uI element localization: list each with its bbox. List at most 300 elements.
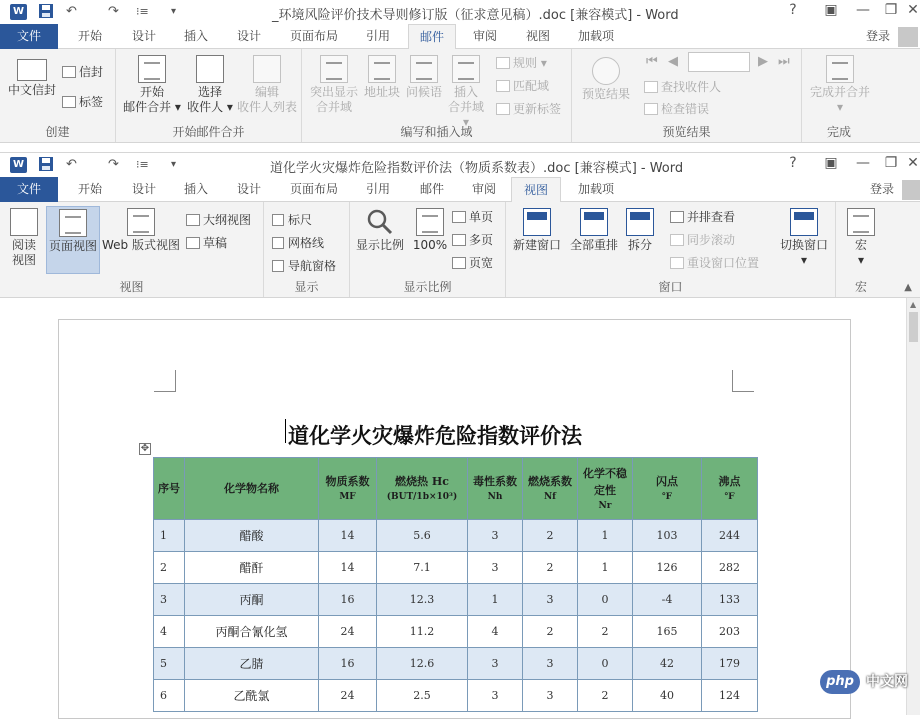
table-cell[interactable]: 14 — [319, 520, 377, 552]
table-cell[interactable]: 3 — [523, 648, 578, 680]
reset-position-icon — [670, 257, 684, 269]
tab-design[interactable]: 设计 — [131, 29, 156, 43]
labels-icon — [62, 96, 76, 108]
column-header-label: 物质系数 — [325, 475, 370, 488]
column-header[interactable] — [154, 458, 185, 520]
table-cell[interactable]: 醋酐 — [185, 552, 319, 584]
help-icon[interactable]: ? — [789, 155, 797, 171]
table-cell[interactable]: 0 — [578, 648, 633, 680]
next-record-icon[interactable]: ▶ — [758, 54, 768, 69]
table-cell[interactable]: 乙腈 — [185, 648, 319, 680]
text-cursor — [285, 419, 286, 443]
column-header-label: 燃烧热 Hc — [395, 475, 449, 488]
table-cell[interactable]: 丙酮合氰化氢 — [185, 616, 319, 648]
table-cell[interactable]: 1 — [578, 552, 633, 584]
php-logo: php — [820, 670, 860, 694]
reset-position-label: 重设窗口位置 — [687, 256, 760, 270]
document-title[interactable]: 道化学火灾爆炸危险指数评价法 — [288, 423, 582, 448]
table-cell[interactable]: 7.1 — [377, 552, 468, 584]
insert-field-icon — [452, 55, 480, 83]
gridlines-checkbox[interactable] — [272, 234, 324, 252]
table-row[interactable] — [154, 552, 758, 584]
mail-merge-icon — [138, 55, 166, 83]
table-cell[interactable]: 3 — [468, 680, 523, 712]
group-write-insert — [302, 49, 572, 142]
magnifier-icon — [366, 208, 394, 236]
table-cell[interactable]: 0 — [578, 584, 633, 616]
restore-icon[interactable]: ❐ — [884, 2, 898, 18]
table-cell[interactable]: 126 — [633, 552, 702, 584]
tab-view[interactable]: 视图 — [525, 29, 550, 43]
table-cell[interactable]: 179 — [702, 648, 758, 680]
group-views — [0, 202, 264, 297]
tab-design-2[interactable]: 设计 — [236, 182, 261, 196]
zoom-100-label: 100% — [412, 238, 448, 252]
switch-windows-icon — [790, 208, 818, 236]
preview-abc-icon — [592, 57, 620, 85]
close-icon[interactable]: ✕ — [907, 2, 919, 18]
page-width-button[interactable] — [452, 254, 493, 272]
insert-field-label-2: 合并域 — [447, 100, 484, 114]
column-header[interactable] — [702, 458, 758, 520]
macros-icon — [847, 208, 875, 236]
column-header-label: 化学物名称 — [224, 482, 279, 495]
finish-merge-button[interactable]: 完成并合并 ▾ — [804, 55, 876, 115]
gridlines-check-box[interactable] — [272, 237, 284, 249]
scroll-up-icon[interactable]: ▲ — [910, 300, 917, 309]
select-recipients-label-1: 选择 — [197, 85, 222, 99]
word-app-icon[interactable]: W — [10, 4, 27, 20]
table-cell[interactable]: 203 — [702, 616, 758, 648]
table-header-row — [154, 458, 758, 520]
help-icon[interactable]: ? — [789, 2, 797, 18]
table-cell[interactable]: 5.6 — [377, 520, 468, 552]
edit-list-label-1: 编辑 — [254, 85, 279, 99]
start-mail-merge-button[interactable]: 开始 邮件合并 ▾ — [120, 55, 184, 115]
login-link[interactable]: 登录 — [866, 29, 891, 43]
zoom-button[interactable] — [352, 208, 408, 253]
sync-scroll-icon — [670, 234, 684, 246]
table-cell[interactable]: 2 — [523, 552, 578, 584]
web-layout-button[interactable] — [100, 208, 182, 253]
group-finish — [802, 49, 876, 142]
tab-references[interactable]: 引用 — [365, 182, 390, 196]
draft-button[interactable] — [186, 234, 227, 252]
collapse-ribbon-icon[interactable]: ▲ — [904, 282, 912, 293]
check-errors-icon — [644, 103, 658, 115]
macros-button[interactable]: 宏 ▾ — [842, 208, 880, 268]
outline-label: 大纲视图 — [203, 213, 252, 227]
table-cell[interactable]: 6 — [154, 680, 185, 712]
tab-addins[interactable]: 加载项 — [577, 182, 614, 196]
select-recipients-label-2: 收件人 — [187, 100, 224, 114]
edit-list-icon — [253, 55, 281, 83]
find-recipient-label: 查找收件人 — [661, 80, 722, 94]
rules-button[interactable]: 规则 ▾ — [496, 54, 547, 72]
zoom-100-icon — [416, 208, 444, 236]
ribbon-tab-bar — [0, 177, 920, 202]
rules-icon — [496, 57, 510, 69]
greeting-line-button[interactable] — [404, 55, 444, 100]
last-record-icon[interactable]: ⏭ — [778, 54, 790, 69]
envelope-icon — [17, 59, 47, 81]
side-by-side-label: 并排查看 — [687, 210, 736, 224]
table-cell[interactable]: 11.2 — [377, 616, 468, 648]
column-header[interactable] — [633, 458, 702, 520]
avatar[interactable] — [902, 180, 920, 200]
switch-windows-button[interactable]: 切换窗口 ▾ — [774, 208, 834, 268]
table-cell[interactable]: 24 — [319, 616, 377, 648]
watermark-text: 中文网 — [866, 674, 908, 690]
synchronous-scrolling-button[interactable] — [670, 231, 735, 249]
table-cell[interactable]: 16 — [319, 584, 377, 616]
arrange-all-icon — [580, 208, 608, 236]
zoom-label: 显示比例 — [355, 238, 404, 252]
column-header-label: 燃烧系数 — [528, 475, 572, 488]
insert-field-label-1: 插入 — [453, 85, 478, 99]
multiple-pages-icon — [452, 234, 466, 246]
tab-home[interactable]: 开始 — [77, 29, 102, 43]
table-cell[interactable]: 2 — [578, 616, 633, 648]
ruler-checkbox[interactable] — [272, 211, 312, 229]
table-cell[interactable]: 4 — [468, 616, 523, 648]
switch-windows-label: 切换窗口 — [779, 238, 828, 252]
table-cell[interactable]: 165 — [633, 616, 702, 648]
table-cell[interactable]: 2 — [523, 616, 578, 648]
column-header-unit: ℉ — [724, 492, 735, 502]
greeting-line-label: 问候语 — [405, 85, 442, 99]
group-preview — [572, 49, 802, 142]
column-header-unit: MF — [339, 492, 356, 502]
column-header[interactable] — [377, 458, 468, 520]
column-header-label: 序号 — [158, 482, 180, 495]
ribbon-tab-bar — [0, 24, 920, 49]
table-cell[interactable]: 3 — [468, 648, 523, 680]
match-fields-button[interactable] — [496, 77, 549, 95]
ruler-check-box[interactable] — [272, 214, 284, 226]
read-mode-button[interactable] — [4, 208, 44, 268]
column-header[interactable] — [578, 458, 633, 520]
prev-record-icon[interactable]: ◀ — [668, 54, 678, 69]
avatar[interactable] — [898, 27, 918, 47]
minimize-icon[interactable]: — — [856, 2, 870, 18]
column-header-label: 毒性系数 — [473, 475, 517, 488]
table-cell[interactable]: 3 — [468, 552, 523, 584]
word-app-icon[interactable]: W — [10, 157, 27, 173]
gridlines-label: 网格线 — [288, 236, 325, 250]
find-recipient-icon — [644, 81, 658, 93]
column-header-unit: Nh — [487, 492, 503, 502]
print-layout-button[interactable] — [46, 206, 100, 274]
side-by-side-icon — [670, 211, 684, 223]
highlight-label-2: 合并域 — [315, 100, 352, 114]
tab-mailings[interactable]: 邮件 — [408, 24, 456, 50]
tab-addins[interactable]: 加载项 — [577, 29, 614, 43]
envelopes-button[interactable] — [62, 63, 103, 81]
table-cell[interactable]: 醋酸 — [185, 520, 319, 552]
save-icon[interactable] — [38, 156, 54, 174]
table-cell[interactable]: 3 — [154, 584, 185, 616]
close-icon[interactable]: ✕ — [907, 155, 919, 171]
window-title: _环境风险评价技术导则修订版（征求意见稿）.doc [兼容模式] - Word — [272, 8, 679, 23]
group-show — [264, 202, 350, 297]
table-cell[interactable]: 2.5 — [377, 680, 468, 712]
customize-qat-icon[interactable]: ▾ — [171, 159, 177, 170]
web-layout-icon — [127, 208, 155, 236]
table-cell[interactable]: 3 — [523, 584, 578, 616]
table-cell[interactable]: 3 — [468, 520, 523, 552]
table-row[interactable] — [154, 584, 758, 616]
ribbon-display-icon[interactable]: ▣ — [824, 2, 838, 18]
new-window-button[interactable] — [508, 208, 566, 253]
labels-label: 标签 — [79, 95, 104, 109]
start-merge-label-2: 邮件合并 — [123, 100, 172, 114]
table-cell[interactable]: 2 — [578, 680, 633, 712]
web-layout-label: Web 版式视图 — [102, 238, 180, 252]
greeting-line-icon — [410, 55, 438, 83]
column-header-label: 化学不稳定性 — [583, 466, 627, 497]
group-label-finish: 完成 — [826, 125, 851, 139]
edit-list-label-2: 收件人列表 — [236, 100, 297, 114]
draft-label: 草稿 — [203, 236, 228, 250]
multiple-pages-button[interactable] — [452, 231, 493, 249]
zoom-100-button[interactable] — [410, 208, 450, 253]
table-cell[interactable]: 丙酮 — [185, 584, 319, 616]
chinese-envelope-label: 中文信封 — [7, 83, 56, 97]
labels-button[interactable] — [62, 93, 103, 111]
first-record-icon[interactable]: ⏮ — [646, 54, 658, 69]
group-window — [506, 202, 836, 297]
check-errors-button[interactable] — [644, 100, 709, 118]
tab-home[interactable]: 开始 — [77, 182, 102, 196]
undo-icon[interactable]: ↶ — [66, 157, 77, 172]
preview-results-label: 预览结果 — [581, 87, 630, 101]
arrange-all-button[interactable] — [566, 208, 622, 253]
title-bar — [0, 0, 920, 24]
read-mode-icon — [10, 208, 38, 236]
undo-icon[interactable]: ↶ — [66, 4, 77, 19]
window-title: 道化学火灾爆炸危险指数评价法（物质系数表）.doc [兼容模式] - Word — [270, 161, 684, 176]
table-cell[interactable]: 24 — [319, 680, 377, 712]
table-cell[interactable]: 42 — [633, 648, 702, 680]
redo-icon[interactable]: ↷ — [108, 157, 119, 172]
table-cell[interactable]: 12.6 — [377, 648, 468, 680]
group-label-window: 窗口 — [658, 280, 683, 294]
tab-references[interactable]: 引用 — [365, 29, 390, 43]
column-header-unit: (BUT/1b×10³) — [386, 492, 458, 502]
tab-design-2[interactable]: 设计 — [236, 29, 261, 43]
tab-design[interactable]: 设计 — [131, 182, 156, 196]
group-macros — [836, 202, 886, 297]
table-cell[interactable]: 1 — [154, 520, 185, 552]
table-move-handle-icon[interactable]: ✥ — [140, 443, 150, 454]
macros-label: 宏 — [854, 238, 867, 252]
tab-insert[interactable]: 插入 — [183, 182, 208, 196]
tab-insert[interactable]: 插入 — [183, 29, 208, 43]
highlight-merge-fields-button[interactable] — [306, 55, 362, 115]
split-button[interactable] — [622, 208, 658, 253]
group-label-show: 显示 — [294, 280, 319, 294]
table-cell[interactable]: 2 — [523, 520, 578, 552]
envelope-small-icon — [62, 66, 76, 78]
column-header-label: 闪点 — [656, 475, 678, 488]
ruler-label: 标尺 — [288, 213, 313, 227]
table-row[interactable] — [154, 616, 758, 648]
table-cell[interactable]: 4 — [154, 616, 185, 648]
find-recipient-button[interactable] — [644, 78, 721, 96]
preview-results-button[interactable] — [578, 57, 634, 102]
outline-button[interactable] — [186, 211, 251, 229]
scroll-thumb[interactable] — [909, 312, 918, 342]
table-cell[interactable]: -4 — [633, 584, 702, 616]
table-cell[interactable]: 14 — [319, 552, 377, 584]
address-block-label: 地址块 — [363, 85, 400, 99]
match-fields-label: 匹配域 — [513, 79, 550, 93]
check-errors-label: 检查错误 — [661, 102, 710, 116]
rules-label: 规则 — [513, 56, 538, 70]
group-start-merge — [116, 49, 302, 142]
one-page-icon — [452, 211, 466, 223]
table-row[interactable] — [154, 520, 758, 552]
group-label-macros: 宏 — [854, 280, 867, 294]
print-layout-label: 页面视图 — [48, 239, 97, 253]
minimize-icon[interactable]: — — [856, 155, 870, 171]
column-header[interactable] — [523, 458, 578, 520]
table-cell[interactable]: 12.3 — [377, 584, 468, 616]
nav-pane-checkbox[interactable] — [272, 257, 336, 275]
nav-pane-check-box[interactable] — [272, 260, 284, 272]
save-icon[interactable] — [38, 3, 54, 21]
column-header-unit: Nf — [543, 492, 557, 502]
column-header-unit: ℉ — [661, 492, 672, 502]
tab-review[interactable]: 审阅 — [471, 182, 496, 196]
table-cell[interactable]: 103 — [633, 520, 702, 552]
group-label-views: 视图 — [119, 280, 144, 294]
page-width-icon — [452, 257, 466, 269]
envelopes-label: 信封 — [79, 65, 104, 79]
touch-mode-icon[interactable]: ⁝≡ — [136, 5, 149, 18]
nav-pane-label: 导航窗格 — [288, 259, 337, 273]
substance-table[interactable] — [153, 457, 758, 712]
customize-qat-icon[interactable]: ▾ — [171, 6, 177, 17]
split-label: 拆分 — [627, 238, 652, 252]
table-cell[interactable]: 282 — [702, 552, 758, 584]
view-ribbon — [0, 202, 920, 298]
column-header-unit: Nr — [598, 500, 612, 511]
reset-window-position-button[interactable] — [670, 254, 759, 272]
table-row[interactable] — [154, 680, 758, 712]
table-cell[interactable]: 1 — [578, 520, 633, 552]
redo-icon[interactable]: ↷ — [108, 4, 119, 19]
tab-file[interactable]: 文件 — [0, 177, 58, 202]
view-side-by-side-button[interactable] — [670, 208, 735, 226]
group-label-start-merge: 开始邮件合并 — [172, 125, 245, 139]
tab-page-layout[interactable]: 页面布局 — [289, 29, 338, 43]
mailings-ribbon — [0, 49, 920, 143]
read-mode-label-1: 阅读 — [11, 238, 36, 252]
outline-icon — [186, 214, 200, 226]
one-page-label: 单页 — [469, 210, 494, 224]
column-header[interactable] — [185, 458, 319, 520]
recipients-icon — [196, 55, 224, 83]
login-link[interactable]: 登录 — [870, 182, 895, 196]
php-watermark — [812, 668, 920, 696]
table-cell[interactable]: 2 — [154, 552, 185, 584]
page-width-label: 页宽 — [469, 256, 494, 270]
multiple-pages-label: 多页 — [469, 233, 494, 247]
insert-merge-field-button[interactable]: 插入 合并域 ▾ — [444, 55, 488, 130]
tab-page-layout[interactable]: 页面布局 — [289, 182, 338, 196]
table-cell[interactable]: 124 — [702, 680, 758, 712]
sync-scroll-label: 同步滚动 — [687, 233, 736, 247]
table-cell[interactable]: 乙酰氯 — [185, 680, 319, 712]
highlight-fields-icon — [320, 55, 348, 83]
print-layout-icon — [59, 209, 87, 237]
select-recipients-button[interactable]: 选择 收件人 ▾ — [182, 55, 238, 115]
tab-review[interactable]: 审阅 — [472, 29, 497, 43]
group-label-write-insert: 编写和插入域 — [400, 125, 473, 139]
crop-mark-top-right — [732, 370, 754, 392]
crop-mark-top-left — [154, 370, 176, 392]
tab-view[interactable]: 视图 — [511, 177, 561, 203]
group-create — [0, 49, 116, 142]
edit-recipient-list-button[interactable] — [234, 55, 300, 115]
one-page-button[interactable] — [452, 208, 493, 226]
record-number-input[interactable] — [688, 52, 750, 72]
read-mode-label-2: 视图 — [11, 253, 36, 267]
restore-icon[interactable]: ❐ — [884, 155, 898, 171]
ribbon-display-icon[interactable]: ▣ — [824, 155, 838, 171]
table-cell[interactable]: 1 — [468, 584, 523, 616]
table-cell[interactable]: 5 — [154, 648, 185, 680]
table-row[interactable] — [154, 648, 758, 680]
group-zoom — [350, 202, 506, 297]
split-icon — [626, 208, 654, 236]
column-header[interactable] — [319, 458, 377, 520]
group-label-zoom: 显示比例 — [403, 280, 452, 294]
arrange-all-label: 全部重排 — [569, 238, 618, 252]
title-bar — [0, 153, 920, 177]
update-labels-icon — [496, 103, 510, 115]
update-labels-label: 更新标签 — [513, 102, 562, 116]
tab-mailings[interactable]: 邮件 — [419, 182, 444, 196]
table-cell[interactable]: 133 — [702, 584, 758, 616]
group-label-preview: 预览结果 — [662, 125, 711, 139]
highlight-label-1: 突出显示 — [309, 85, 358, 99]
chinese-envelope-button[interactable] — [6, 59, 58, 98]
column-header[interactable] — [468, 458, 523, 520]
draft-icon — [186, 237, 200, 249]
match-fields-icon — [496, 80, 510, 92]
finish-merge-label: 完成并合并 — [809, 85, 870, 99]
touch-mode-icon[interactable]: ⁝≡ — [136, 158, 149, 171]
table-cell[interactable]: 16 — [319, 648, 377, 680]
tab-file[interactable]: 文件 — [0, 24, 58, 49]
table-cell[interactable]: 40 — [633, 680, 702, 712]
group-label-create: 创建 — [45, 125, 70, 139]
update-labels-button[interactable] — [496, 100, 561, 118]
finish-merge-icon — [826, 55, 854, 83]
new-window-label: 新建窗口 — [512, 238, 561, 252]
back-word-window — [0, 0, 920, 150]
new-window-icon — [523, 208, 551, 236]
column-header-label: 沸点 — [718, 475, 741, 488]
address-block-icon — [368, 55, 396, 83]
table-cell[interactable]: 244 — [702, 520, 758, 552]
table-cell[interactable]: 3 — [523, 680, 578, 712]
vertical-scrollbar[interactable] — [906, 298, 920, 715]
address-block-button[interactable] — [362, 55, 402, 100]
